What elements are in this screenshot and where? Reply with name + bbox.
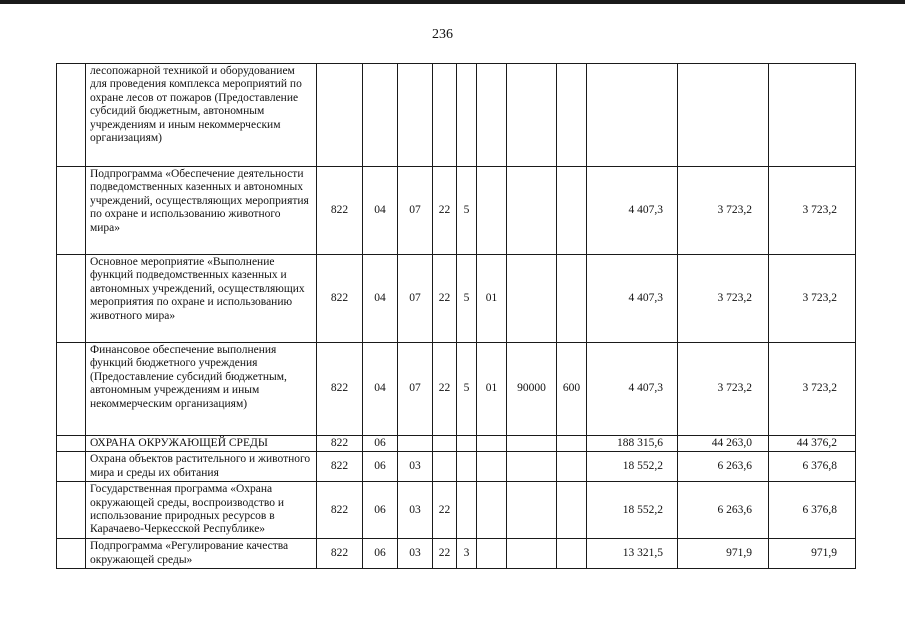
table-row: [57, 64, 856, 167]
amount-year1-cell: 13 321,5: [587, 539, 678, 569]
row-number-cell: [57, 539, 86, 569]
expense-type-cell: [557, 452, 587, 482]
subsection-code-cell: [398, 64, 433, 167]
amount-year3-cell: 6 376,8: [769, 482, 856, 539]
subprogram-code-cell: [457, 64, 477, 167]
table-row: [57, 482, 856, 539]
amount-year3-cell: 3 723,2: [769, 343, 856, 436]
row-number-cell: [57, 436, 86, 452]
amount-year2-cell: 6 263,6: [678, 452, 769, 482]
row-number-cell: [57, 64, 86, 167]
amount-year2-cell: [678, 64, 769, 167]
amount-year1-cell: 4 407,3: [587, 255, 678, 343]
item-name-cell: Подпрограмма «Регулирование качества окружающей среды»: [86, 539, 317, 569]
event-code-cell: [477, 436, 507, 452]
expense-type-cell: [557, 255, 587, 343]
section-code-cell: 06: [363, 452, 398, 482]
amount-year3-cell: 3 723,2: [769, 255, 856, 343]
item-name-cell: ОХРАНА ОКРУЖАЮЩЕЙ СРЕДЫ: [86, 436, 317, 452]
amount-year1-cell: [587, 64, 678, 167]
expense-type-cell: [557, 482, 587, 539]
subprogram-code-cell: [457, 452, 477, 482]
table-row: [57, 255, 856, 343]
table-row: [57, 452, 856, 482]
scan-top-border: [0, 0, 905, 4]
subsection-code-cell: 07: [398, 167, 433, 255]
row-number-cell: [57, 255, 86, 343]
amount-year2-cell: 3 723,2: [678, 255, 769, 343]
amount-year2-cell: 44 263,0: [678, 436, 769, 452]
item-name-cell: Подпрограмма «Обеспечение деятельности подведомственных казенных и автономных учреждений, осуществляющих мероприятия по охране и использованию животного мира»: [86, 167, 317, 255]
amount-year2-cell: 3 723,2: [678, 343, 769, 436]
subprogram-code-cell: [457, 482, 477, 539]
amount-year3-cell: 44 376,2: [769, 436, 856, 452]
direction-code-cell: 90000: [507, 343, 557, 436]
item-name-cell: Охрана объектов растительного и животного мира и среды их обитания: [86, 452, 317, 482]
expense-type-cell: [557, 539, 587, 569]
subprogram-code-cell: 5: [457, 167, 477, 255]
subsection-code-cell: 07: [398, 343, 433, 436]
subprogram-code-cell: [457, 436, 477, 452]
amount-year1-cell: 18 552,2: [587, 452, 678, 482]
ministry-code-cell: 822: [317, 482, 363, 539]
event-code-cell: 01: [477, 255, 507, 343]
amount-year3-cell: 6 376,8: [769, 452, 856, 482]
ministry-code-cell: 822: [317, 343, 363, 436]
expense-type-cell: [557, 436, 587, 452]
direction-code-cell: [507, 539, 557, 569]
section-code-cell: 04: [363, 343, 398, 436]
program-code-cell: [433, 64, 457, 167]
amount-year1-cell: 188 315,6: [587, 436, 678, 452]
program-code-cell: 22: [433, 343, 457, 436]
table-row: [57, 343, 856, 436]
program-code-cell: [433, 452, 457, 482]
program-code-cell: 22: [433, 482, 457, 539]
ministry-code-cell: [317, 64, 363, 167]
program-code-cell: [433, 436, 457, 452]
subprogram-code-cell: 3: [457, 539, 477, 569]
subsection-code-cell: 03: [398, 482, 433, 539]
section-code-cell: 04: [363, 167, 398, 255]
amount-year2-cell: 971,9: [678, 539, 769, 569]
row-number-cell: [57, 452, 86, 482]
item-name-cell: Основное мероприятие «Выполнение функций подведомственных казенных и автономных учреждений, осуществляющих мероприятия по охране и использованию животного мира»: [86, 255, 317, 343]
amount-year1-cell: 4 407,3: [587, 343, 678, 436]
section-code-cell: 06: [363, 482, 398, 539]
expense-type-cell: 600: [557, 343, 587, 436]
amount-year1-cell: 4 407,3: [587, 167, 678, 255]
ministry-code-cell: 822: [317, 167, 363, 255]
row-number-cell: [57, 482, 86, 539]
program-code-cell: 22: [433, 539, 457, 569]
subsection-code-cell: 07: [398, 255, 433, 343]
amount-year1-cell: 18 552,2: [587, 482, 678, 539]
direction-code-cell: [507, 255, 557, 343]
row-number-cell: [57, 167, 86, 255]
program-code-cell: 22: [433, 255, 457, 343]
direction-code-cell: [507, 64, 557, 167]
section-code-cell: [363, 64, 398, 167]
ministry-code-cell: 822: [317, 436, 363, 452]
subsection-code-cell: 03: [398, 452, 433, 482]
direction-code-cell: [507, 167, 557, 255]
event-code-cell: [477, 482, 507, 539]
subprogram-code-cell: 5: [457, 255, 477, 343]
direction-code-cell: [507, 436, 557, 452]
ministry-code-cell: 822: [317, 255, 363, 343]
event-code-cell: [477, 452, 507, 482]
event-code-cell: [477, 167, 507, 255]
item-name-cell: Государственная программа «Охрана окружающей среды, воспроизводство и использование природных ресурсов в Карачаево-Черкесской Республике»: [86, 482, 317, 539]
direction-code-cell: [507, 482, 557, 539]
table-row: [57, 167, 856, 255]
event-code-cell: [477, 539, 507, 569]
ministry-code-cell: 822: [317, 539, 363, 569]
event-code-cell: 01: [477, 343, 507, 436]
subsection-code-cell: [398, 436, 433, 452]
amount-year2-cell: 6 263,6: [678, 482, 769, 539]
expense-type-cell: [557, 167, 587, 255]
item-name-cell: лесопожарной техникой и оборудованием для проведения комплекса мероприятий по охране лесов от пожаров (Предоставление субсидий бюджетным, автономным учреждениям и иным некоммерческим организациям): [86, 64, 317, 167]
expense-type-cell: [557, 64, 587, 167]
budget-table: [56, 63, 856, 569]
subprogram-code-cell: 5: [457, 343, 477, 436]
section-code-cell: 04: [363, 255, 398, 343]
event-code-cell: [477, 64, 507, 167]
section-code-cell: 06: [363, 436, 398, 452]
amount-year3-cell: 3 723,2: [769, 167, 856, 255]
program-code-cell: 22: [433, 167, 457, 255]
row-number-cell: [57, 343, 86, 436]
amount-year3-cell: 971,9: [769, 539, 856, 569]
table-row: [57, 436, 856, 452]
subsection-code-cell: 03: [398, 539, 433, 569]
ministry-code-cell: 822: [317, 452, 363, 482]
page-number: 236: [432, 27, 453, 42]
table-row: [57, 539, 856, 569]
item-name-cell: Финансовое обеспечение выполнения функций бюджетного учреждения (Предоставление субсидий бюджетным, автономным учреждениям и иным некоммерческим организациям): [86, 343, 317, 436]
amount-year3-cell: [769, 64, 856, 167]
section-code-cell: 06: [363, 539, 398, 569]
amount-year2-cell: 3 723,2: [678, 167, 769, 255]
direction-code-cell: [507, 452, 557, 482]
